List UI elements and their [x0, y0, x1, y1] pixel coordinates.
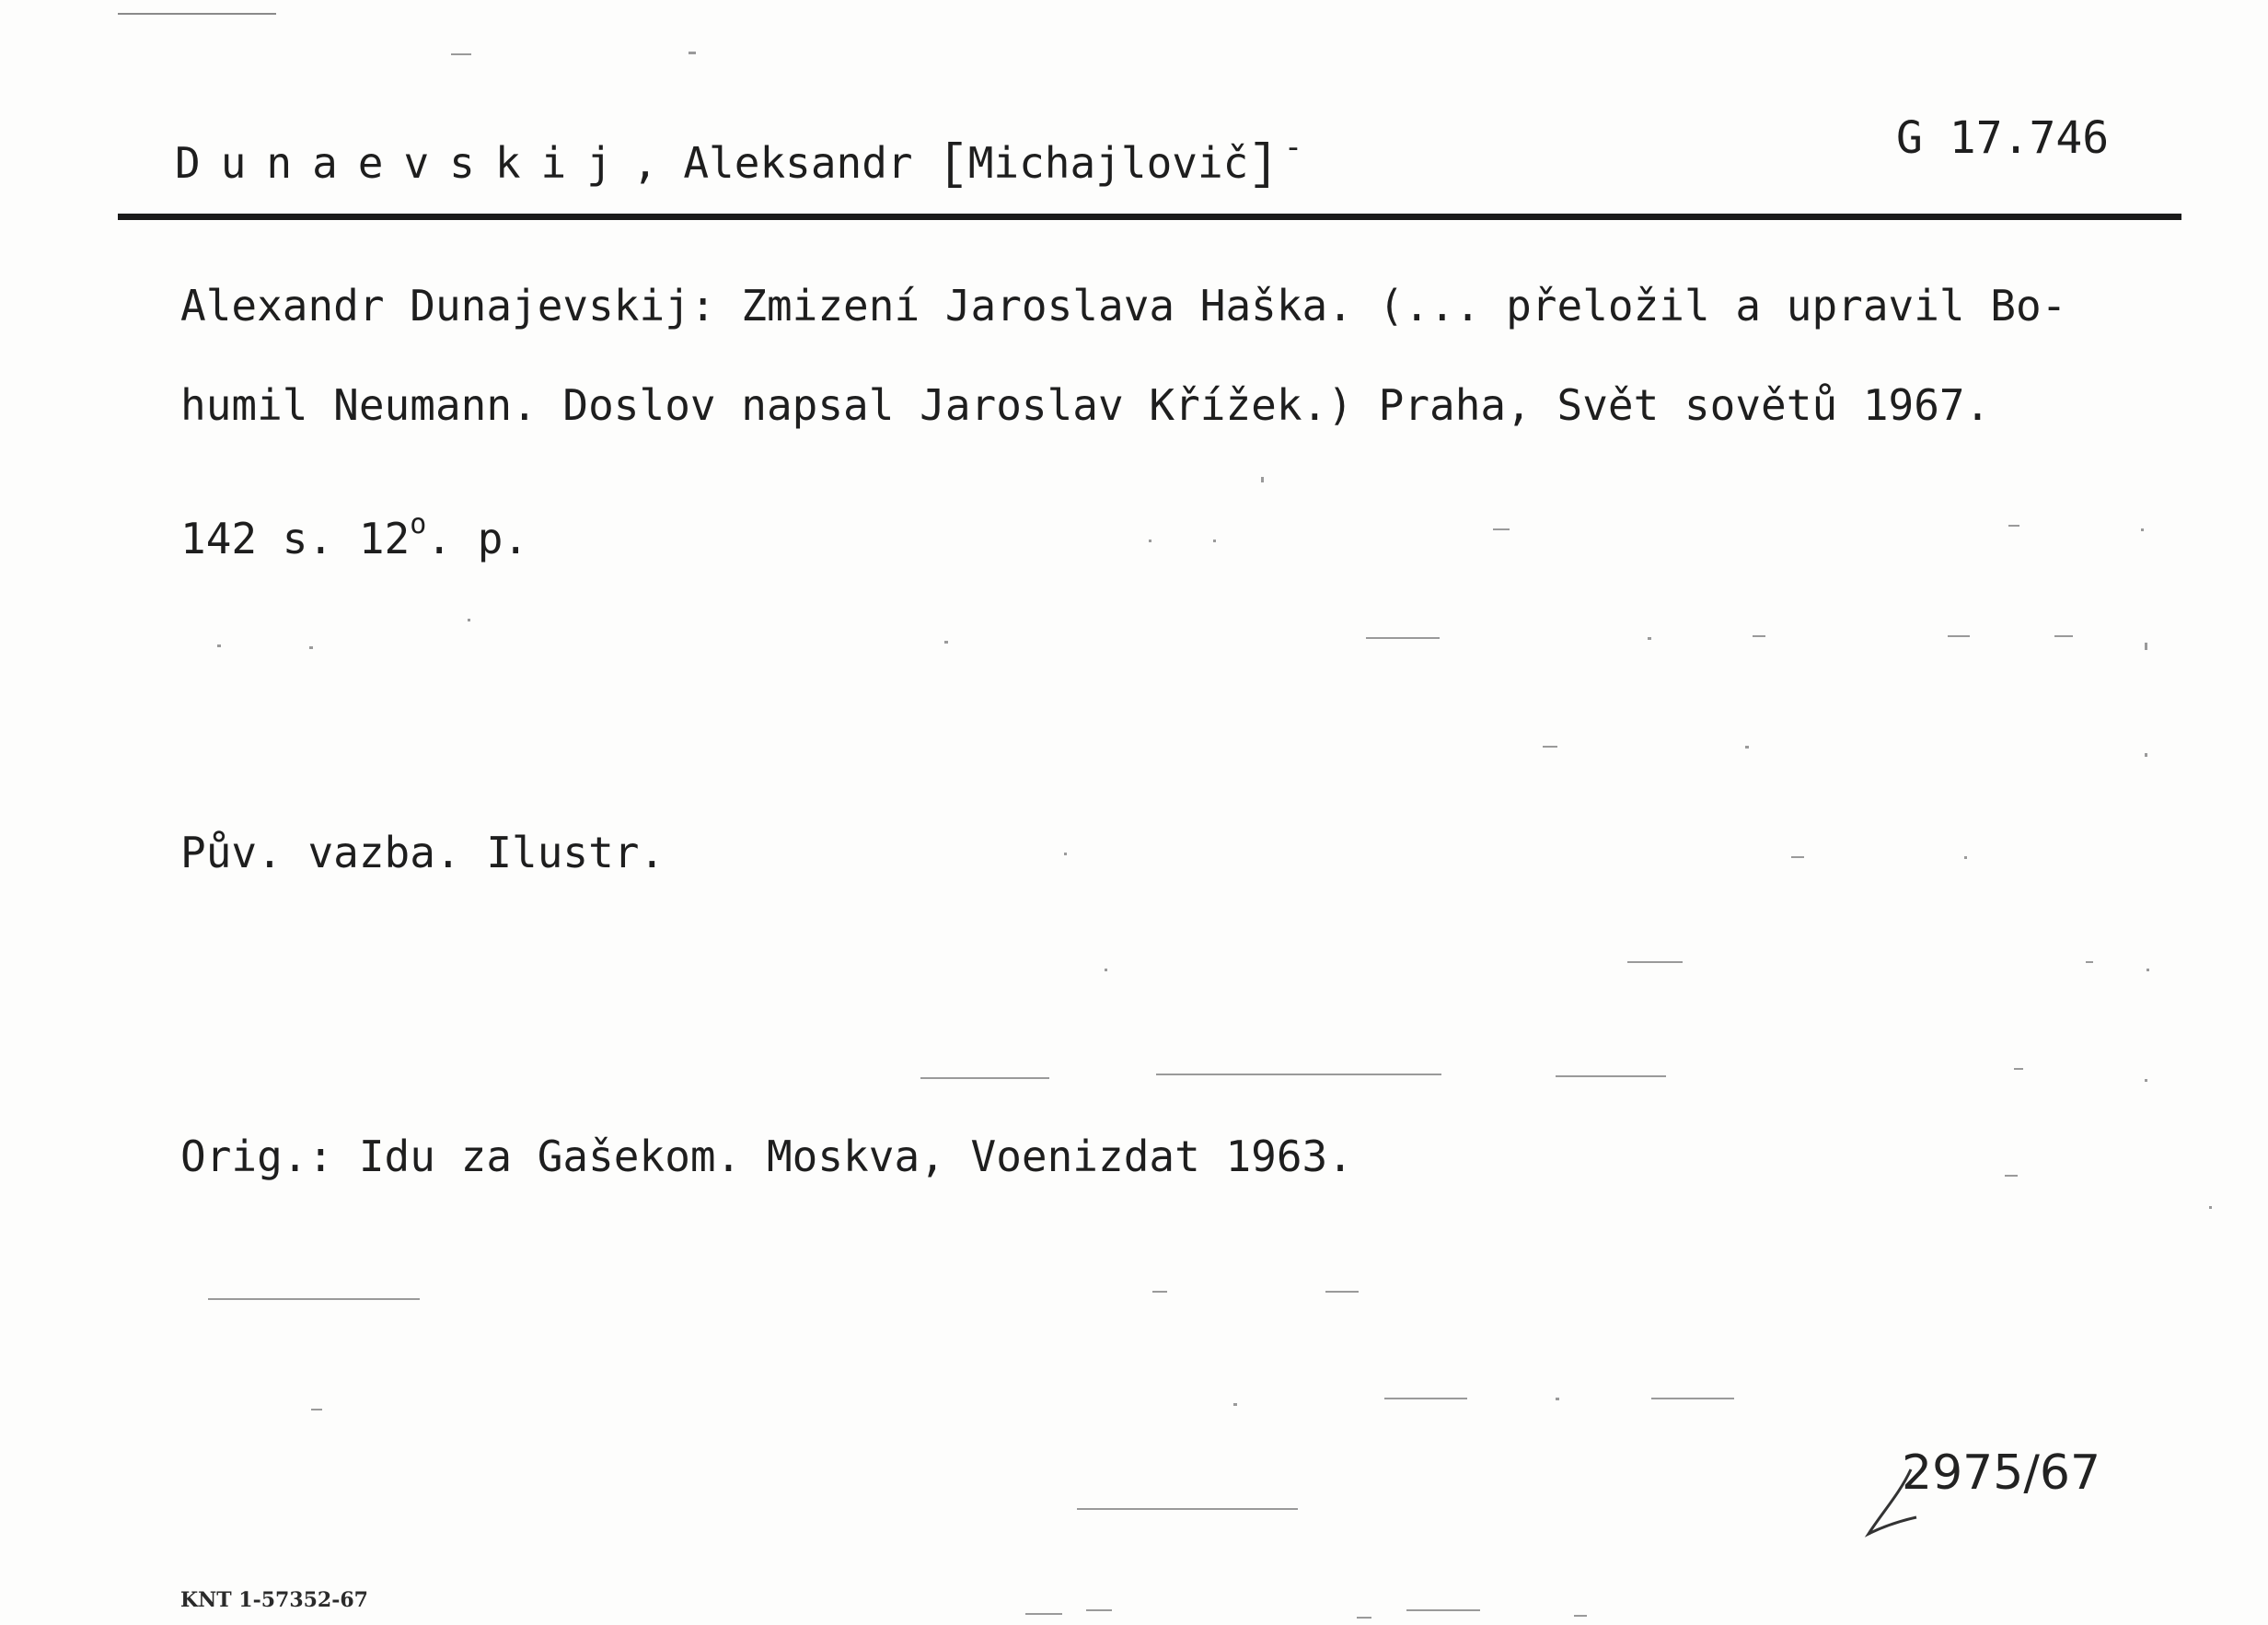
original-title-note: Orig.: Idu za Gašekom. Moskva, Voenizdat 1963. [180, 1132, 1353, 1181]
heading-patronymic: Michajlovič [967, 138, 1249, 188]
heading-surname: Dunaevskij [175, 138, 632, 188]
heading-rule [118, 214, 2181, 220]
card-print-code: KNT 1-57352-67 [180, 1588, 368, 1612]
accession-number: 2975/67 [1902, 1445, 2101, 1501]
heading-bracket-close: ] [1248, 137, 1279, 193]
card-top-mark [118, 13, 276, 15]
collation-main: 142 s. 12 [180, 514, 411, 563]
entry-line-1: Alexandr Dunajevskij: Zmizení Jaroslava Haška. (... přeložil a upravil Bo- [180, 281, 2067, 331]
collation-rest: . p. [426, 514, 529, 563]
heading-bracket-open: [ [938, 137, 968, 193]
heading-pencil-mark: - [1283, 129, 1303, 166]
heading-separator: , [631, 138, 658, 188]
call-number: G 17.746 [1896, 112, 2110, 164]
heading-given-name: Aleksandr [683, 138, 913, 188]
entry-line-2: humil Neumann. Doslov napsal Jaroslav Křížek.) Praha, Svět sovětů 1967. [180, 380, 1991, 430]
binding-note: Pův. vazba. Ilustr. [180, 828, 665, 877]
heading-author [175, 120, 1302, 193]
collation-degree: o [410, 508, 427, 540]
collation-line [180, 497, 528, 566]
